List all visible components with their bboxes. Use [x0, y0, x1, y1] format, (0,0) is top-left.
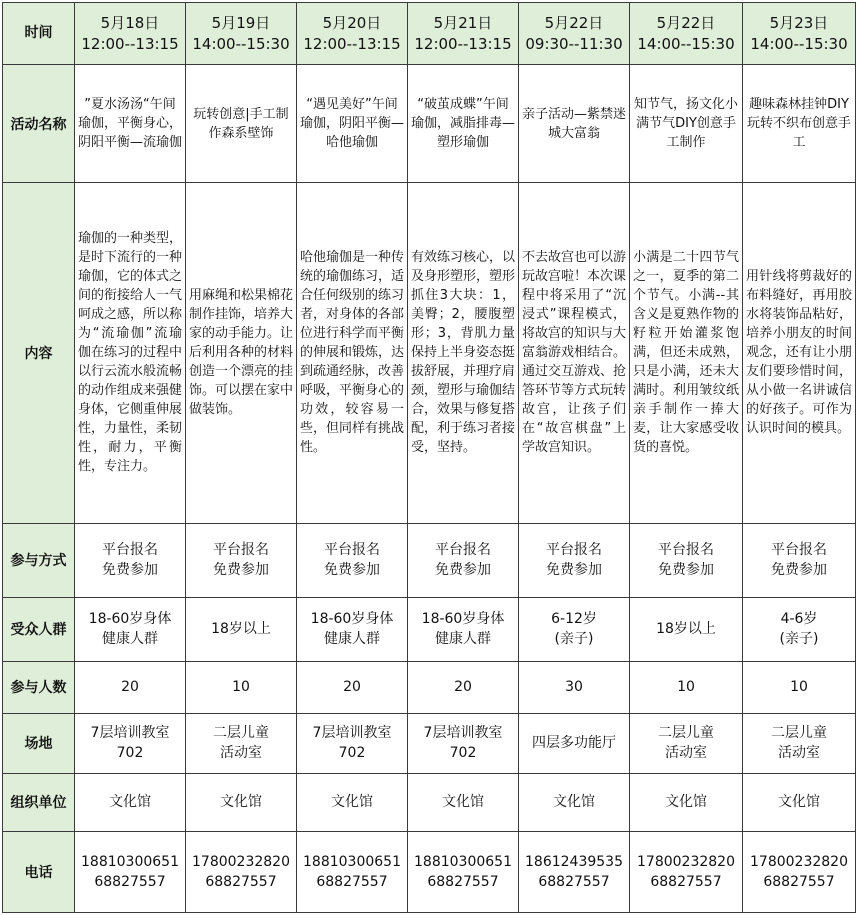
- event-date: 5月22日: [544, 13, 604, 32]
- time-row: [3, 3, 856, 65]
- event-date: 5月22日: [656, 13, 716, 32]
- event-phone: 17800232820 68827557: [743, 831, 856, 912]
- event-phone: 18810300651 68827557: [297, 831, 408, 912]
- event-audience: 6-12岁 (亲子): [519, 597, 630, 661]
- event-content: 不去故宫也可以游玩故宫啦！本次课程中将采用了“沉浸式”课程模式，将故宫的知识与大富翁游戏相结合。通过交互游戏、抢答环节等方式玩转故宫，让孩子们在“故宫棋盘”上学故宫知识。: [519, 183, 630, 523]
- event-phone: 17800232820 68827557: [630, 831, 743, 912]
- event-time-header: [186, 3, 297, 65]
- method-row: [3, 523, 856, 597]
- event-method: 平台报名 免费参加: [519, 523, 630, 597]
- event-audience: 18岁以上: [630, 597, 743, 661]
- event-time-header: [630, 3, 743, 65]
- event-name: “遇见美好”午间瑜伽，阴阳平衡—哈他瑜伽: [297, 65, 408, 183]
- event-date: 5月23日: [769, 13, 829, 32]
- event-time: 12:00--13:15: [303, 34, 401, 53]
- event-name: ”夏水汤汤“午间瑜伽，平衡身心，阴阳平衡—流瑜伽: [75, 65, 186, 183]
- event-method: 平台报名 免费参加: [630, 523, 743, 597]
- event-organizer: 文化馆: [519, 773, 630, 831]
- row-label-phone: 电话: [3, 831, 75, 912]
- event-organizer: 文化馆: [408, 773, 519, 831]
- count-row: [3, 661, 856, 713]
- event-count: 20: [75, 661, 186, 713]
- event-date: 5月21日: [433, 13, 493, 32]
- event-venue: 二层儿童 活动室: [630, 713, 743, 773]
- event-content: 用针线将剪裁好的布料缝好，再用胶水将装饰品粘好，培养小朋友的时间观念，还有让小朋友们要珍惜时间，从小做一名讲诚信的好孩子。可作为认识时间的模具。: [743, 183, 856, 523]
- audience-row: [3, 597, 856, 661]
- event-method: 平台报名 免费参加: [408, 523, 519, 597]
- event-time-header: [297, 3, 408, 65]
- event-count: 20: [297, 661, 408, 713]
- event-organizer: 文化馆: [297, 773, 408, 831]
- event-method: 平台报名 免费参加: [297, 523, 408, 597]
- row-label-content: 内容: [3, 183, 75, 523]
- event-organizer: 文化馆: [743, 773, 856, 831]
- row-label-venue: 场地: [3, 713, 75, 773]
- row-label-audience: 受众人群: [3, 597, 75, 661]
- event-organizer: 文化馆: [186, 773, 297, 831]
- event-count: 10: [743, 661, 856, 713]
- event-audience: 18-60岁身体 健康人群: [408, 597, 519, 661]
- event-venue: 7层培训教室 702: [75, 713, 186, 773]
- content-row: [3, 183, 856, 523]
- event-audience: 18-60岁身体 健康人群: [297, 597, 408, 661]
- event-name: “破茧成蝶”午间瑜伽，减脂排毒—塑形瑜伽: [408, 65, 519, 183]
- event-name: 知节气，扬文化小满节气DIY创意手工制作: [630, 65, 743, 183]
- organizer-row: [3, 773, 856, 831]
- event-venue: 7层培训教室 702: [297, 713, 408, 773]
- event-date: 5月20日: [322, 13, 382, 32]
- event-content: 小满是二十四节气之一，夏季的第二个节气。小满--其含义是夏熟作物的籽粒开始灌浆饱满，但还未成熟，只是小满，还未大满时。利用皱纹纸亲手制作一捧大麦，让大家感受收货的喜悦。: [630, 183, 743, 523]
- event-phone: 18612439535 68827557: [519, 831, 630, 912]
- event-venue: 二层儿童 活动室: [743, 713, 856, 773]
- activity-schedule-table: [2, 2, 856, 913]
- event-date: 5月19日: [211, 13, 271, 32]
- event-method: 平台报名 免费参加: [186, 523, 297, 597]
- row-label-count: 参与人数: [3, 661, 75, 713]
- event-content: 用麻绳和松果棉花制作挂饰，培养大家的动手能力。让后利用各种的材料创造一个漂亮的挂饰。可以摆在家中做装饰。: [186, 183, 297, 523]
- event-method: 平台报名 免费参加: [743, 523, 856, 597]
- event-date: 5月18日: [100, 13, 160, 32]
- row-label-method: 参与方式: [3, 523, 75, 597]
- event-time-header: [519, 3, 630, 65]
- event-venue: 二层儿童 活动室: [186, 713, 297, 773]
- event-venue: 7层培训教室 702: [408, 713, 519, 773]
- event-method: 平台报名 免费参加: [75, 523, 186, 597]
- event-name: 亲子活动—紫禁迷城大富翁: [519, 65, 630, 183]
- event-phone: 17800232820 68827557: [186, 831, 297, 912]
- row-label-name: 活动名称: [3, 65, 75, 183]
- phone-row: [3, 831, 856, 912]
- event-name: 趣味森林挂钟DIY 玩转不织布创意手工: [743, 65, 856, 183]
- event-time-header: [408, 3, 519, 65]
- event-count: 10: [186, 661, 297, 713]
- event-name: 玩转创意|手工制作森系壁饰: [186, 65, 297, 183]
- event-audience: 18岁以上: [186, 597, 297, 661]
- event-count: 30: [519, 661, 630, 713]
- event-time: 09:30--11:30: [525, 34, 623, 53]
- event-content: 有效练习核心，以及身形塑形，塑形抓住3大块：1，美臀；2，腰腹塑形；3，背肌力量保持上半身姿态挺拔舒展，并理疗肩颈，塑形与瑜伽结合，效果与修复搭配，利于练习者接受，坚持。: [408, 183, 519, 523]
- event-content: 哈他瑜伽是一种传统的瑜伽练习，适合任何级别的练习者，对身体的各部位进行科学而平衡的伸展和锻炼，达到疏通经脉，改善呼吸，平衡身心的功效，较容易一些，但同样有挑战性。: [297, 183, 408, 523]
- event-time-header: [743, 3, 856, 65]
- event-audience: 18-60岁身体 健康人群: [75, 597, 186, 661]
- event-time-header: [75, 3, 186, 65]
- event-phone: 18810300651 68827557: [75, 831, 186, 912]
- event-time: 14:00--15:30: [750, 34, 848, 53]
- event-phone: 18810300651 68827557: [408, 831, 519, 912]
- event-audience: 4-6岁 (亲子): [743, 597, 856, 661]
- event-count: 20: [408, 661, 519, 713]
- event-time: 12:00--13:15: [81, 34, 179, 53]
- row-label-time: 时间: [3, 3, 75, 65]
- event-venue: 四层多功能厅: [519, 713, 630, 773]
- event-organizer: 文化馆: [630, 773, 743, 831]
- event-time: 12:00--13:15: [414, 34, 512, 53]
- venue-row: [3, 713, 856, 773]
- event-time: 14:00--15:30: [637, 34, 735, 53]
- event-time: 14:00--15:30: [192, 34, 290, 53]
- event-organizer: 文化馆: [75, 773, 186, 831]
- event-count: 10: [630, 661, 743, 713]
- name-row: [3, 65, 856, 183]
- event-content: 瑜伽的一种类型，是时下流行的一种瑜伽，它的体式之间的衔接给人一气呵成之感，所以称为“流瑜伽”流瑜伽在练习的过程中以行云流水般流畅的动作组成来强健身体，它侧重伸展性，力量性，柔韧性，耐力，平衡性，专注力。: [75, 183, 186, 523]
- row-label-organizer: 组织单位: [3, 773, 75, 831]
